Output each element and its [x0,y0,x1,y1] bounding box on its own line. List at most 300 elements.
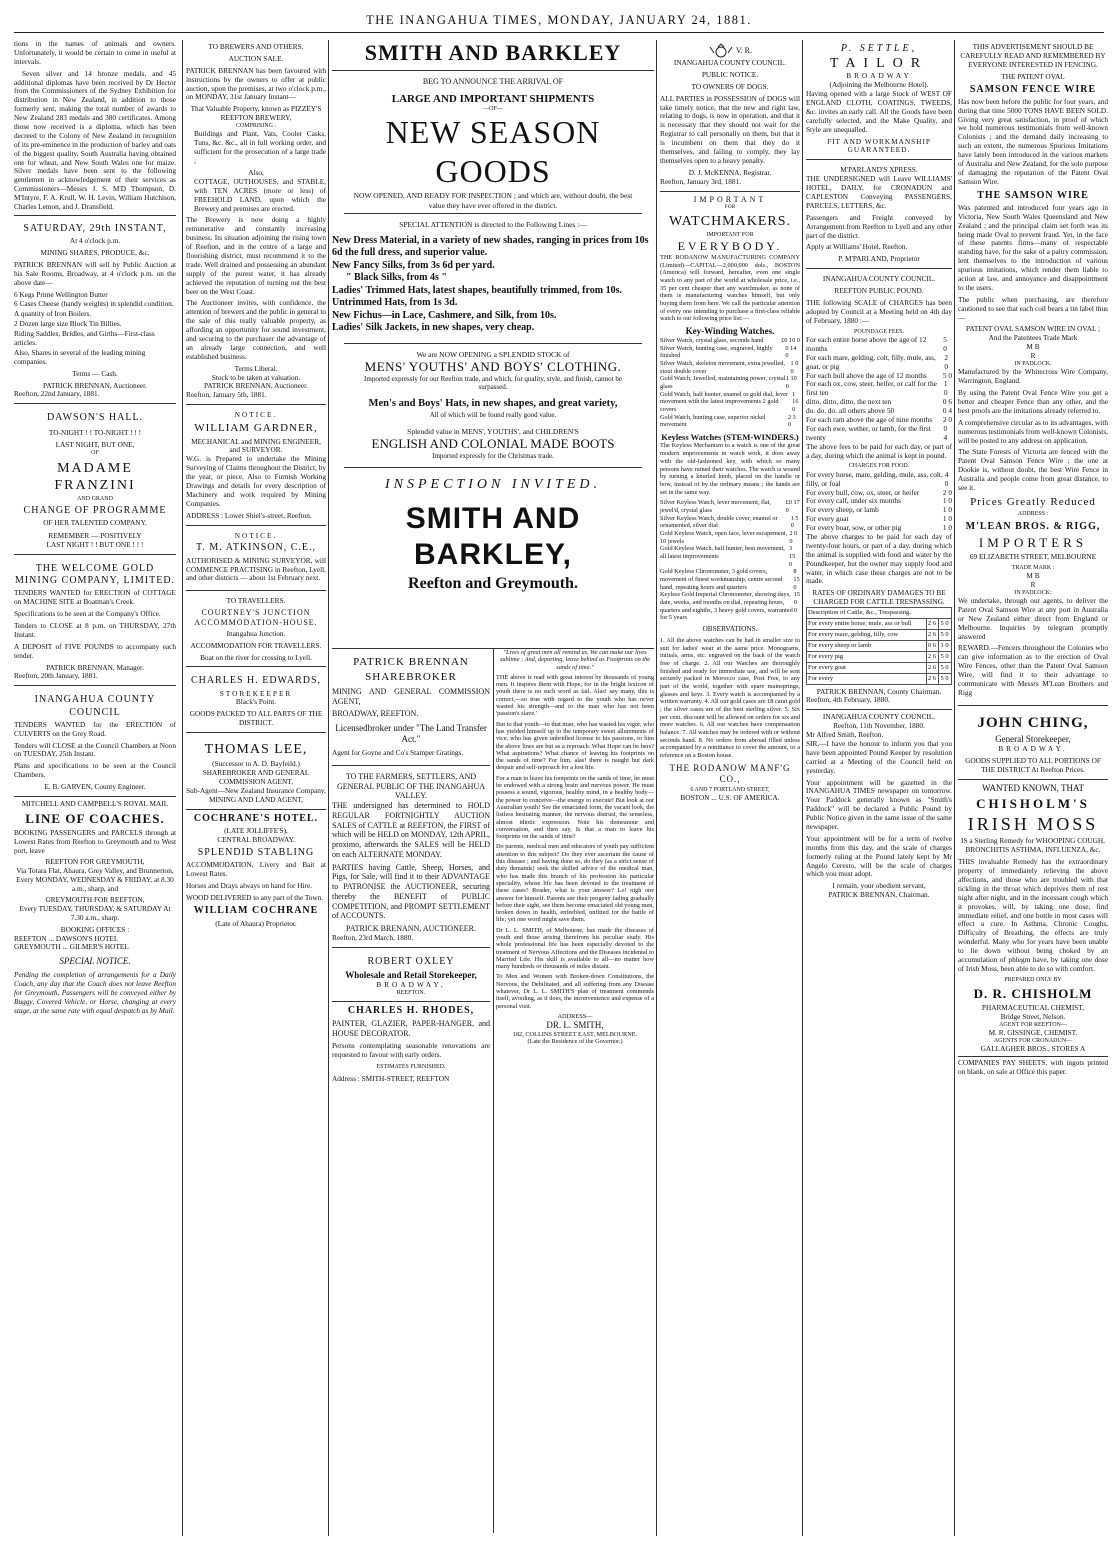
ad-body: THE RODANOW MANUFACTURING COMPANY (Limited)—CAPITAL—2,000,000 dols., BOSTON (America) will forward, hereafter, even one single watch to any part of the world at wholesale price, i.e., 35 per cent cheaper than any watchmaker, as none of them is manufacturing watches himself, but only buying them from here. We call the particular attention of every one intending to purchase a first-class reliable watch to our following price list:— [660,254,800,323]
ad-line: OF [91,450,99,457]
price-row [660,414,800,429]
column-3-lower [332,649,654,1533]
ad-body: COTTAGE, OUTHOUSES, and STABLE, with TEN ACRES (more or less) of FREEHOLD LAND, upon which the Brewery and premises are erected. [194,176,326,213]
ad-line: M. R. GISSINGE, CHEMIST. [988,1028,1078,1038]
price-row [660,391,800,414]
table-cell: 2 6 [926,619,939,630]
ad-line: Wholesale and Retail Storekeeper, [345,969,477,980]
ad-line: BEG TO ANNOUNCE THE ARRIVAL OF [422,76,564,86]
sale-item: Also, Shares in several of the leading mining companies. [14,347,146,366]
route: GREYMOUTH FOR REEFTON, [45,894,145,904]
ad-time: At 4 o'clock p.m. [69,236,121,246]
ad-body: Tenders to CLOSE at 8 p.m. on THURSDAY, 27th Instant. [14,621,176,639]
charge-name: For every calf, under six months [806,496,901,506]
ad-heading: TO TRAVELLERS. [226,596,286,606]
coaches-ad [14,800,176,1016]
table-row [807,629,952,640]
table-cell: 5 0 [939,619,952,630]
price-list [660,337,800,429]
fee-row [806,380,952,398]
ad-body: ACCOMMODATION, Livery and Bait at Lowest Rates. [186,859,326,878]
charge-price: 4 0 [944,469,949,488]
column-1 [14,40,176,1536]
ad-body: Agent for Goyne and Co's Stamper Gratings. [332,748,464,757]
ad-line: AGENT FOR REEFTON— [999,1021,1067,1028]
table-cell: For every mare, gelding, filly, cow [807,629,927,640]
masthead: THE INANGAHUA TIMES, MONDAY, JANUARY 24, 1881. [14,8,1104,33]
ad-body: TENDERS WANTED for ERECTION of COTTAGE on MACHINE SITE at Boatman's Creek. [14,588,176,607]
ad-line: WANTED KNOWN, THAT [981,782,1085,793]
fee-name: For each entire horse above the age of 12 months [806,334,927,353]
ad-body: The public when purchasing, are therefore cautioned to see that each coil bears a tin label thus— [958,294,1108,322]
fee-name: For each ewe, wether, or lamb, for the first twenty [806,423,931,442]
column-3a [332,649,494,1533]
ad-line: PATENT OVAL SAMSON WIRE IN OVAL ; [965,324,1101,334]
ad-line: REEFTON. [396,989,426,996]
ad-line: Imported expressly for our Reefton trade, and which, for quality, style, and finish, cannot be surpassed. [364,374,622,392]
item-price: 3 15 0 [789,545,796,568]
ad-line: All of which will be found really good value. [429,410,557,419]
ad-subheading: Key-Winding Watches. [685,326,775,337]
sale-item: A quantity of Iron Boilers. [14,309,92,319]
divider [344,343,642,344]
price-row [660,515,800,530]
ad-line: MECHANICAL and MINING ENGINEER, and SURVEYOR. [191,436,321,455]
ad-headline: WATCHMAKERS. [668,214,792,230]
ad-line: SHAREBROKER [365,671,457,684]
ad-line: AND GRAND [77,495,113,502]
ad-name: CHARLES H. RHODES, [347,1005,475,1017]
route: REEFTON FOR GREYMOUTH, [45,857,145,867]
express-ad [806,163,952,269]
ad-line: STOREKEEPER [219,688,293,698]
gardner-ad [186,408,326,525]
ad-line: GOODS SUPPLIED TO ALL PORTIONS OF THE DISTRICT At Reefton Prices. [965,755,1101,774]
ad-line: IMPORTANT [693,194,767,204]
column-4 [656,40,800,1536]
ad-line: ESTIMATES FURNISHED. [376,1063,446,1070]
ad-name: ROBERT OXLEY [367,955,455,967]
table-cell: 1 0 [939,640,952,651]
fee-price: 5 0 [942,370,952,380]
item-price: £0 10 0 [781,337,800,345]
article-para: Dr L. L. SMITH, of Melbourne, has made the diseases of youth and those arising therefrom his peculiar study. His whole professional life has been especially devoted to the treatment of Nervous Affections and the Diseases incidental to Married Life. His skill is available to all—no matter how many hundreds or thousands of miles distant. [496,926,654,971]
damages-table [806,607,952,684]
ad-date: Reefton, January 3rd, 1881. [660,176,742,186]
table-cell: 5 0 [939,651,952,662]
ad-line: —OF— [483,105,503,112]
ad-line: (Successor to A. D. Bayfeild.) [212,759,300,769]
item-name: Gold Watch, half hunter, enamel or gold dial, lever movement with the latest improvements 2 gold covers [660,390,788,414]
divider [344,213,642,214]
ad-line: BROADWAY [846,71,912,81]
ad-subheading: TO OWNERS OF DOGS. [691,81,769,91]
mining-shares-ad [14,218,176,404]
ad-line: GALLAGHER BROS., STORES A [980,1044,1086,1054]
fee-row [806,336,952,354]
charge-price: 1 0 [942,505,952,515]
ad-line: BROADWAY. [998,744,1068,753]
ad-name: CHISHOLM'S [976,795,1090,811]
ad-line: SPLENDID STABLING [197,846,315,858]
special-notice: SPECIAL NOTICE. [59,956,131,967]
ad-heading: NOTICE. [234,530,278,540]
ad-body: Apply at Williams' Hotel, Reefton. [806,242,908,252]
poem: "Lives of great men all remind us, We can make our lives sublime ; And, departing, leave behind us Footprints on the sands of time." [499,649,651,671]
article-para: Seven silver and 14 bronze medals, and 45 additional diplomas have been received by Dr Hector from the Commissioners of the Sydney Exhibition for distribution in New Zealand, in addition to those formerly sent, making the total number of awards to New Zealand 283 medals and 380 certificates. Among those now received is a diploma, which has been decreed to the Colony of New Zealand in recognition of its pre-eminence in the production of barley and oats of the biggest quality, South Australia having obtained one for wheat, and New South Wales one for maize. Silver medals have been sent to the following gentlemen in acknowledgement of their services as Commissioners—Messrs J. S. M'D Thompson, D. M'Intyre, F. A. Krull, W. H. Levin, William Hutchison, Charles Lemon, and J. Dransfield. [14,68,176,212]
ad-heading: MITCHELL AND CAMPBELL'S ROYAL MAIL [21,798,169,808]
item-name: Keyless Gold Imperial Chronometer, showing days, date, weeks, and months on dial, repeating hours, quarters and eighths, 3 heavy gold covers, warranted for 5 years [660,591,793,622]
ad-line: FOR [724,204,736,211]
ad-line: CHANGE OF PROGRAMME [23,505,167,517]
edwards-ad [186,670,326,733]
table-cell: For every sheep or lamb [807,640,927,651]
price-row [660,345,800,360]
ad-signature: WILLIAM COCHRANE [193,905,319,917]
ad-name: SMITH AND BARKLEY, [405,501,581,572]
charge-name: For every goat [806,514,849,524]
ad-subheading: OBSERVATIONS. [702,623,758,633]
table-cell: 2 6 [926,651,939,662]
ad-body: THE following SCALE of CHARGES has been adopted by Council at a Meeting held on 4th day of February, 1880 :— [806,297,952,325]
item-name: Silver Watch, crystal glass, seconds hand [660,337,764,345]
item-price: 2 0 0 [789,529,798,545]
divider [344,467,642,468]
ad-line: (Adjoining the Melbourne Hotel). [829,80,929,90]
ad-line [660,43,800,59]
ad-line: GOODS PACKED TO ALL PARTS OF THE DISTRICT. [189,709,323,728]
route: Via Totara Flat, Ahaura, Grey Valley, and Brunnerton, [16,866,174,876]
ad-line: REMEMBER — POSITIVELY [48,531,142,541]
oxley-ad [332,951,490,1002]
ad-body: A DEPOSIT of FIVE POUNDS to accompany each tender. [14,641,176,660]
item-price: 15 0 0 [793,591,800,614]
ad-body: THIS invaluable Remedy has the extraordinary property of immediately relieving the above affections, and those who are troubled with that tickling in the throat which deprives them of rest night after night, and in the incessant cough which it provokes, will, by taking one dose, find immediate relief, and one bottle in most cases will effect a cure. In Asthma, Chronic Coughs, Difficulty of Breathing, the effects are truly wonderful. Many who for years have been unable to lie down without being choked by an accumulation of phlegm have, by taking one dose of Irish Moss, been able to do so with comfort. [958,857,1108,973]
ad-body: Manufactured by the Whitecross Wire Company, Warrington, England. [958,367,1108,386]
goods-line: Ladies' Trimmed Hats, latest shapes, beautifully trimmed, from 10s. [332,284,622,296]
ad-body: Buildings and Plant, Vats, Cooler Casks, Tuns, &c. &c., all in full working order, and sufficient for the prosecution of a large trade ; [194,129,326,166]
item-name: Gold Keyless Watch, open face, lever escapement, 10 jewels [660,529,788,545]
item-name: Gold Watch, Jewelled, maintaining power, crystal glass [660,375,786,391]
column-6 [954,40,1108,1536]
table-row [807,651,952,662]
item-price: 1 5 0 [790,514,799,530]
ad-line: IN PADLOCK: [1014,589,1052,596]
ad-subheading: Keyless Watches (STEM-WINDERS.) [661,432,799,443]
ad-name: PATRICK BRENNAN [353,656,469,668]
price-row [660,337,800,345]
ad-body: SIR,—I have the honour to inform you that you have been appointed Pound Keeper by resolution carried at a Meeting of the Council held on yesterday. [806,739,952,775]
ad-body: PATRICK BRENNAN has been favoured with instructions by the owners to offer at public auction, upon the premises, at two o'clock p.m., on MONDAY, 31st January Instant— [186,65,326,102]
ad-body: Having opened with a large Stock of WEST OF ENGLAND CLOTH, COATINGS, TWEEDS, &c. invites an early call. All the Goods have been carefully selected, and the Make Quality, and Style are unequalled. [806,89,952,134]
ad-line: IN PADLOCK. [1014,360,1052,367]
ad-line: And the Patentees Trade Mark [988,333,1078,343]
fee-price: 0 4 [943,423,948,442]
ad-line: Black's Point. [235,697,277,707]
ad-line: SHAREBROKER AND GENERAL COMMISSION AGENT, [202,768,310,786]
goods-line: New Fancy Silks, from 3s 6d per yard. [332,259,495,271]
irish-moss-ad [958,783,1108,1077]
ad-body: W.G. is Prepared to undertake the Mining Surveying of Claims throughout the District, by the year, or piece. Also to Furnish Working Drawings and details for every description of Machinery and work required by Mining Companies. [186,454,326,508]
ad-body: A comprehensive circular as to its advantages, with numerous testimonials from well-known Colonists, will be posted to any address on application. [958,417,1108,445]
table-row [807,608,952,619]
ad-line: COMPRISING : [235,123,277,130]
vr-mark: V. R. [735,45,752,55]
item-name: Silver Keyless Watch, lever movement, flat, jewel'd, crystal glass [660,499,771,514]
brennan-sharebroker-ad [332,649,490,766]
dawsons-hall-ad [14,407,176,555]
ad-line: (LATE JOLLIFFE'S), [224,825,288,835]
charge-row [806,471,952,489]
ad-headline: NEW SEASON GOODS [385,114,601,190]
ad-subheading: REEFTON PUBLIC POUND. [834,286,924,296]
ad-line: TRADE MARK : [1011,564,1055,571]
ad-body: REWARD.—Fencers throughout the Colonies who can give information as to the erection of Oval Wire Fences, other than the Patent Oval Samson Wire, will find it to their advantage to communicate with Messrs M'Lean Brothers and Rigg [958,643,1108,697]
ad-body: MINING AND GENERAL COMMISSION AGENT, [332,686,490,706]
ad-line: PREPARED ONLY BY [1004,976,1062,983]
charge-name: For every boar, sow, or other pig [806,523,902,533]
ad-line: Stock to be taken at valuation. [211,372,301,382]
ad-line: ADDRESS : [1017,511,1049,518]
ad-body: 1. All the above watches can be had in smaller size to suit for ladies' wear at the same price. Monograms, initials, arms, etc. engraved on the back of the watch free of charge. 2. All our Watches are thoroughly finished and ready for immediate use, and will be sent securely packed in Morocco case, Post Free, to any part of the world, together with spare mainsprings, glasses and keys. 3. Every watch is accompanied by a written warranty. 4. All our gold cases are 18 carat gold ; the silver cases are of the best sterling silver. 5. Six per cent. discount will be allowed on orders for six and more watches. 6. All our watches have compensation balance. 7. All watches may be ordered with or without seconds hand. 8. No orders from abroad filled unless accompanied by a remittance to cover the amount, or a reference on a Boston house. [660,636,800,759]
ad-line: LAST NIGHT, BUT ONE, [55,440,135,450]
table-cell: 5 0 [939,629,952,640]
ad-signature: PATRICK BRENNAN, County Chairman. [816,686,942,696]
price-row [660,545,800,568]
charges-list [806,471,952,533]
sale-item: 2 Dozen large size Block Tin Billies. [14,319,122,329]
table-cell: 5 0 [939,673,952,684]
ad-line: NOW OPENED, AND READY FOR INSPECTION ; and which are, without doubt, the best value they have ever offered in the district. [353,191,633,210]
ad-heading: M'PARLAND'S XPRESS. [840,165,918,175]
ad-date: Reefton, 4th February, 1880. [806,695,890,705]
ad-line: 6 AND 7 PORTLAND STREET, [690,786,770,793]
ad-line: SPECIAL ATTENTION is directed to the Following Lines :— [399,219,587,229]
table-cell: 2 6 [926,662,939,673]
ad-body: Your appointment will be gazetted in the INANGAHUA TIMES newspaper on tomorrow. Your Paddock generally known as "Smith's Paddock" will be declared a Public Pound by Public Notice given in the same issue of the same newspaper. [806,777,952,832]
ad-headline: THE SAMSON WIRE [977,189,1089,201]
tailor-ad [806,40,952,160]
item-name: Silver Watch, skeleton movement, extra jewelled, stout double cover [660,360,785,375]
table-header: Description of Cattle, &c., Trespassing. [807,608,952,619]
route: Every MONDAY, WEDNESDAY & FRIDAY, at 8.30 a.m., sharp, and [16,875,174,894]
address-note: (Late the Residence of the Governor.) [527,1037,623,1045]
performer-name: MADAME FRANZINI [54,460,136,493]
charge-price: 2 0 [942,487,952,497]
table-heading: CHARGES FOR FOOD. [848,463,910,470]
ad-name: JOHN CHING, [977,714,1089,731]
price-list [660,499,800,622]
pound-ad [806,272,952,710]
ad-heading: SATURDAY, 29th INSTANT, [23,222,167,234]
column-2 [182,40,326,1536]
ad-heading: DAWSON'S HALL. [46,412,144,424]
ad-line: BROADWAY, REEFTON. [332,709,419,719]
fee-row [806,354,952,372]
ad-signature: PATRICK BRENNAN, Manager. [46,662,144,672]
trade-mark: M B [1026,570,1040,580]
ad-line: CENTRAL BROADWAY. [217,834,295,844]
ad-line: ENGLISH AND COLONIAL MADE BOOTS [371,436,615,452]
article-para: For a man to leave his footprints on the sands of time, he must be endowed with a strong brain and nervous power. He must possess a sound, vigorous, healthy mind, in a healthy body—the power to conceive—the energy to execute! But look at our Australian youth! See the emaciated form, the vacant look, the listless hesitating manner, the nervous distrust, the senseless, almost idiotic expression. Note his demeanour and conversation, and then say, Is that a man to leave his footprints on the sands of time? [496,774,654,841]
ad-name: T. M. ATKINSON, C.E., [196,542,316,554]
ad-body: AUTHORISED & MINING SURVEYOR, will COMMENCE PRACTISING in Reefton, Lyell, and other districts — about 1st February next. [186,555,326,583]
ad-body: The above charges to be paid for each day of twenty-four hours, or part of a day, during which the animal is supplied with food and water by the Poundkeeper, but the owner may supply food and water, in which case these charges are not to be made. [806,531,952,586]
item-name: Gold Watch, hunting case, superior nickel movement [660,413,766,429]
goods-line: Ladies' Silk Jackets, in new shapes, very cheap. [332,322,535,334]
ad-heading: TO THE FARMERS, SETTLERS, AND GENERAL PUBLIC OF THE INANGAHUA VALLEY. [337,771,485,801]
article-para: tions in the names of animals and owners. Unfortunately, it would be certain to come in useful at intervals. [14,40,176,66]
charge-price: 1 0 [942,523,952,533]
fee-name: For each ox, cow, steer, heifer, or calf for the first ten [806,379,937,398]
ad-line: Reefton and Greymouth. [408,574,578,592]
table-cell: 0 6 [926,640,939,651]
ad-line: LAST NIGHT ! ! BUT ONE ! ! ! [46,540,144,550]
fee-price: 1 0 [943,379,948,398]
county-council-ad [14,689,176,797]
ad-heading: TO BREWERS AND OTHERS. [208,42,304,51]
article-para: To Men and Women with Broken-down Constitutions, the Nervous, the Debilitated, and all suffering from any Disease whatever, Dr L. L. SMITH'S plan of treatment commends itself, avoiding, as it does, the inconvenience and expense of a personal visit. [496,973,654,1010]
ad-body: PAINTER, GLAZIER, PAPER-HANGER, and HOUSE DECORATOR. [332,1019,490,1039]
item-name: Gold Keyless Chronometer, 3 gold covers, movement of finest workmanship, centre second hand, repeating hours and quarters [660,568,783,591]
ad-address: Address : SMITH-STREET, REEFTON [332,1073,450,1083]
fee-price: 2 0 [944,352,949,371]
ad-body: Passengers and Freight conveyed by Arrangement from Reefton to Lyell and any other part of the district. [806,212,952,240]
ad-body: TENDERS WANTED for the ERECTION of CULVERTS on the Grey Road. [14,719,176,738]
ad-line: That Valuable Property, known as PIZZEY'S REEFTON BREWERY, [190,104,322,123]
ad-signature: PATRICK BRENNAN, Auctioneer. [43,380,147,390]
table-row [807,640,952,651]
ad-heading: NOTICE. [234,410,278,420]
ad-body: By using the Patent Oval Fence Wire you get a better and cheaper Fence than any other, and the best proofs are the imitations already referred to. [958,388,1108,415]
ad-body: The above fees to be paid for each day, or part of a day, during which the animal is kept in pound. [806,441,952,460]
item-name: Gold Keyless Watch, half hunter, best movement, all latest improvements [660,545,785,560]
ad-signature: P. M'PARLAND, Proprietor [838,254,920,264]
ching-ad [958,709,1108,780]
ad-headline: SAMSON FENCE WIRE [969,83,1097,95]
goods-line: New Dress Material, in a variety of new shades, ranging in prices from 10s 6d the full dress, and superior value. [332,234,649,259]
watchmakers-ad [660,195,800,803]
goods-line: New Fichus—in Lace, Cashmere, and Silk, from 10s. [332,309,557,321]
ad-name: P. SETTLE, [840,43,918,54]
ad-name: SMITH AND BARKLEY [332,40,654,71]
ad-body: COMPANIES PAY SHEETS, with ingots printed on blank, on sale at Office this paper. [958,1058,1108,1077]
ad-body: Has now been before the public for four years, and during that time 5000 TONS HAVE BEEN SOLD. Giving very great satisfaction, in proof of which we hold numerous testimonials from well-known Colonists ; and the demand daily increasing to such an extent, the numerous Spurious Imitations have lately been introduced in the various markets of Australia and New Zealand, for the sole purpose of damaging the reputation of the Patent Oval Samson Wire. [958,96,1108,186]
ad-line: THIS ADVERTISEMENT SHOULD BE CAREFULLY READ AND REMEMBERED BY EVERYONE INTERESTED IN FENCING. [960,42,1106,69]
table-row [807,673,952,684]
ad-heading: THE WELCOME GOLD MINING COMPANY, LIMITED. [14,562,176,587]
ad-line: OF HER TALENTED COMPANY. [43,518,147,528]
table-row [807,662,952,673]
ad-line: Splendid value in MENS', YOUTHS', and CHILDREN'S [407,427,579,437]
goods-line: " Black Silks, from 4s " [346,272,447,284]
ad-subheading: AUCTION SALE. [228,53,284,63]
item-price: £0 17 0 [785,499,800,514]
ad-body: Horses and Drays always on hand for Hire. [186,880,313,890]
ad-name: COCHRANE'S HOTEL. [193,812,319,824]
ad-title: LINE OF COACHES. [25,810,165,826]
ad-heading: INANGAHUA COUNTY COUNCIL [34,694,156,718]
lines-list [332,235,654,335]
price-row [660,360,800,375]
fee-name: For each ram above the age of nine months [806,414,933,424]
ad-line: MINING AND LAND AGENT, [209,794,303,804]
dog-notice [660,40,800,192]
ad-line: Sub-Agent—New Zealand Insurance Company, [186,785,326,795]
ad-body: Your appointment will be for a term of twelve months from this day, and the scale of charges formerly ruling at the Pound lately kept by Mr Angelo Ceresto, will be the scale of charges which you must adopt. [806,833,952,879]
ad-body: PARTIES having Cattle, Sheep, Horses, and Pigs, for Sale, will find it to their ADVANTAGE to PATRONISE the AUCTIONEER, securing thereby the BENEFIT of PUBLIC COMPETITION, and PROMPT SETTLEMENT of ACCOUNTS. [332,862,490,921]
ad-body: We undertake, through our agents, to deliver the Patent Oval Samson Wire at any port in Australia or New Zealand either direct from England or Melbourne. Inquiries by telegram promptly answered [958,595,1108,641]
ad-body: Persons contemplating seasonable renovations are requested to favour with early orders. [332,1040,490,1059]
ad-body: THE UNDERSIGNED will Leave WILLIAMS' HOTEL, DAILY, for CRONADUN and CAPLESTON Conveying PASSENGERS, PARCELS, LETTERS, &c. [806,174,952,210]
table-cell: 2 6 [926,673,939,684]
article-para: But to that youth—to that man, who has wasted his vigor, who has yielded himself up to the temporary sweet allurements of vice, who has given unbridled license to his passions, to him the above lines are but as a reproach. What Hope can be hers? What aspirations? What chance of leaving his footprints on the sands of time? For him, alas! there is naught but dark despair and self-reproach for a lost life. [496,720,654,772]
fee-price: 5 0 [943,334,947,353]
item-price: 1 10 0 [785,375,797,391]
ad-name: THOMAS LEE, [204,742,308,758]
ad-body: ALL PARTIES in POSSESSION of DOGS will take timely notice, that the new and right law, relating to dogs, is now in operation, and that it is necessary that they should not wait for the Registrar to call personally on them, but that it is incumbent on them that they do it themselves, and failing to comply, they lay themselves open to a heavy penalty. [660,93,800,165]
column-5 [802,40,952,1536]
price-row [660,375,800,390]
ad-line: Also, [248,168,264,177]
table-cell: For every [807,673,927,684]
farmers-ad [332,769,490,948]
ad-date: Reefton, January 5th, 1881. [186,390,267,400]
ad-body: WOOD DELIVERED to any part of the Town. [186,892,324,902]
ad-signature: PATRICK BRENANN, AUCTIONEER. [346,924,476,934]
divider [14,215,176,216]
ad-body: IS a Sterling Remedy for WHOOPING COUGH, BRONCHITIS ASTHMA, INFLUENZA, &c. [961,836,1105,855]
ad-heading: INANGAHUA COUNTY COUNCIL. [673,58,787,67]
newspaper-page [14,8,1108,1538]
ad-subheading: MINING SHARES, PRODUCE, &c. [40,248,150,257]
ad-signature: PATRICK BRENNAN, Auctioneer. [204,381,308,391]
ad-line: MENS' YOUTHS' AND BOYS' CLOTHING. [364,358,622,374]
atkinson-ad [186,529,326,592]
ad-line: Boat on the river for crossing to Lyell. [200,652,312,662]
item-name: Silver Keyless Watch, double cover, enamel or ornamented, silver dial [660,514,778,530]
ad-line: FIT AND WORKMANSHIP GUARANTEED. [827,136,931,155]
travellers-ad [186,594,326,667]
fee-price: 0 6 [942,397,952,407]
ad-line: EVERYBODY. [677,239,783,254]
table-heading: POUNDAGE FEES. [853,328,904,335]
item-name: Silver Watch, hunting case, engraved, highly finished [660,344,773,360]
trade-mark: R [1030,579,1036,589]
charge-price: 1 0 [942,514,952,524]
ad-line: (Late of Ahaura) Proprietor. [215,918,297,928]
table-row [807,619,952,630]
item-price: 1 16 0 [792,390,799,414]
table-cell: For every goat [807,662,927,673]
ad-address: ADDRESS : Lower Shiel's-street, Reefton. [186,510,312,520]
fee-list [806,336,952,443]
ad-headline: IRISH MOSS [967,813,1099,834]
fee-name: For each bull above the age of 12 months [806,370,927,380]
item-price: 1 0 0 [790,360,799,375]
trade-mark: R [1030,351,1036,361]
ad-body: Plans and specifications to be seen at the Council Chambers. [14,761,176,780]
table-cell: 5 0 [939,662,952,673]
ad-line: Terms Liberal. [234,363,278,373]
table-cell: 2 6 [926,629,939,640]
sale-list [14,291,176,367]
charge-name: For every horse, mare, gelding, mule, ass, colt, filly, or foal [806,469,943,488]
ad-heading: INANGAHUA COUNTY COUNCIL. [822,274,936,284]
ad-name: D. R. CHISHOLM [973,986,1093,1002]
rhodes-ad [332,1005,490,1084]
column-3 [328,40,654,1536]
